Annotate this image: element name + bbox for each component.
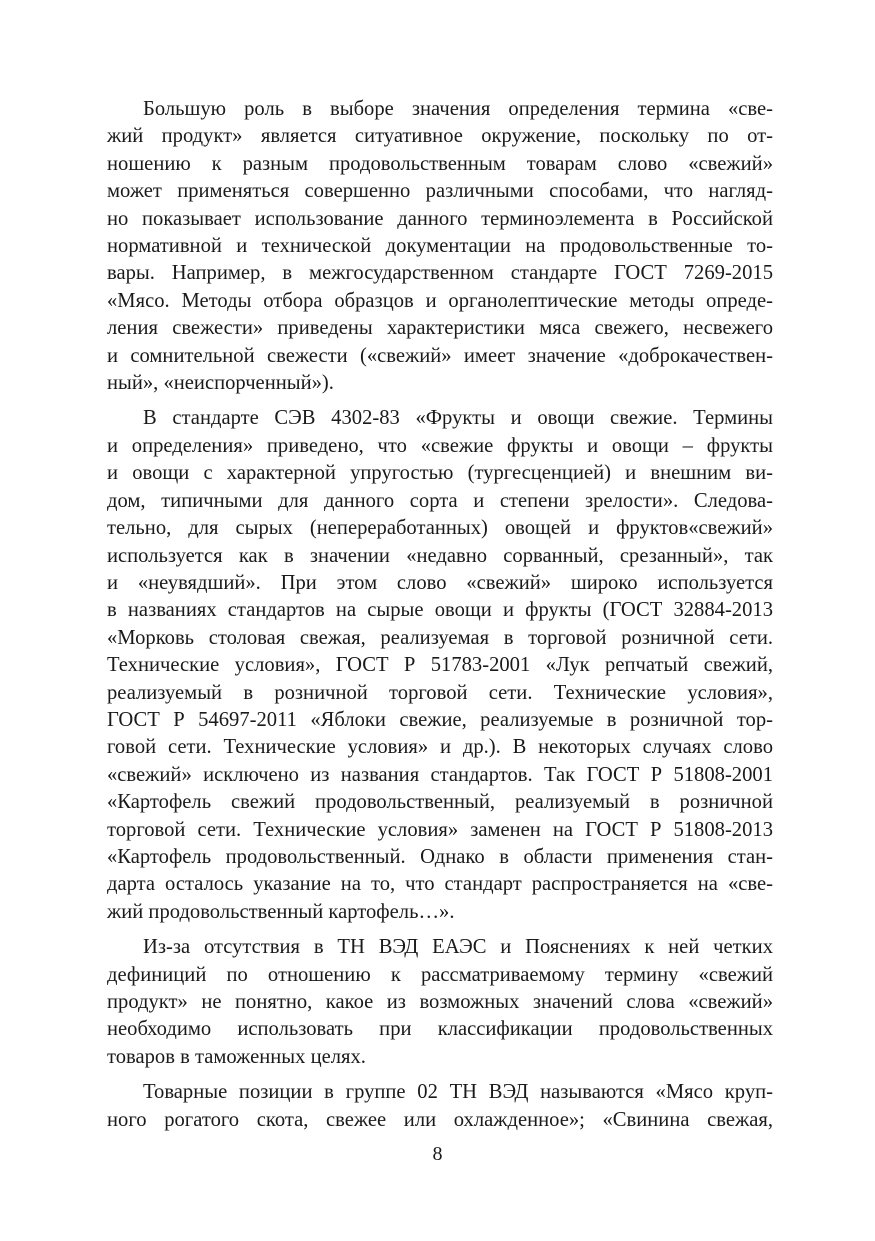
text-line: Товарные позиции в группе 02 ТН ВЭД называются «Мясо круп- (143, 1081, 773, 1104)
paragraph (107, 405, 773, 926)
text-line: Большую роль в выборе значения определения термина «све- (143, 98, 773, 120)
text-line: говой сети. Технические условия» и др.). В некоторых случаях слово (107, 736, 773, 759)
text-line: торговой сети. Технические условия» заменен на ГОСТ Р 51808-2013 (107, 818, 773, 841)
text-line: «Морковь столовая свежая, реализуемая в торговой розничной сети. (107, 626, 773, 649)
text-line: дарта осталось указание на то, что стандарт распространяется на «све- (107, 873, 773, 896)
text-line: «свежий» исключено из названия стандартов. Так ГОСТ Р 51808-2001 (107, 763, 773, 786)
text-line: жий продовольственный картофель…». (107, 900, 455, 923)
text-line: ГОСТ Р 54697-2011 «Яблоки свежие, реализуемые в розничной тор- (107, 708, 773, 731)
text-line: ного рогатого скота, свежее или охлажденное»; «Свинина свежая, (107, 1108, 773, 1131)
text-line: но показывает использование данного терминоэлемента в Российской (107, 207, 773, 230)
text-line: продукт» не понятно, какое из возможных значений слова «свежий» (107, 991, 773, 1013)
text-line: используется как в значении «недавно сорванный, срезанный», так (107, 544, 773, 567)
text-line: необходимо использовать при классификации продовольственных (107, 1018, 773, 1041)
text-line: тельно, для сырых (непереработанных) овощей и фруктов«свежий» (107, 517, 773, 540)
text-line: и овощи с характерной упругостью (тургесценцией) и внешним ви- (107, 462, 773, 485)
text-line: дефиниций по отношению к рассматриваемому термину «свежий (107, 963, 773, 986)
text-line: «Мясо. Методы отбора образцов и органолептические методы опреде- (107, 289, 773, 312)
text-line: ления свежести» приведены характеристики мяса свежего, несвежего (107, 317, 773, 340)
text-line: и «неувядший». При этом слово «свежий» широко используется (107, 571, 773, 594)
text-line: «Картофель продовольственный. Однако в области применения стан- (107, 845, 773, 868)
text-line: нормативной и технической документации на продовольственные то- (107, 235, 773, 258)
text-line: дом, типичными для данного сорта и степени зрелости». Следова- (107, 489, 773, 512)
text-line: вары. Например, в межгосударственном стандарте ГОСТ 7269-2015 (107, 262, 773, 285)
text-line: «Картофель свежий продовольственный, реализуемый в розничной (107, 791, 773, 814)
text-line: ношению к разным продовольственным товарам слово «свежий» (107, 152, 773, 175)
text-line: В стандарте СЭВ 4302-83 «Фрукты и овощи свежие. Термины (143, 407, 773, 430)
text-line: может применяться совершенно различными способами, что нагляд- (107, 180, 773, 203)
page-number: 8 (432, 1143, 443, 1165)
text-line: и сомнительной свежести («свежий» имеет значение «доброкачествен- (107, 344, 773, 367)
body-text (107, 96, 773, 1134)
text-line: Технические условия», ГОСТ Р 51783-2001 «Лук репчатый свежий, (107, 654, 773, 677)
text-line: и определения» приведено, что «свежие фрукты и овощи – фрукты (107, 434, 773, 457)
text-line: реализуемый в розничной торговой сети. Технические условия», (107, 681, 773, 704)
text-line: ный», «неиспорченный»). (107, 372, 334, 395)
paragraph (107, 96, 773, 397)
paragraph (107, 934, 773, 1071)
paragraph (107, 1079, 773, 1134)
text-line: жий продукт» является ситуативное окружение, поскольку по от- (107, 125, 773, 148)
text-line: в названиях стандартов на сырые овощи и фрукты (ГОСТ 32884-2013 (107, 599, 773, 622)
text-line: Из-за отсутствия в ТН ВЭД ЕАЭС и Пояснениях к ней четких (143, 936, 773, 959)
text-line: товаров в таможенных целях. (107, 1045, 366, 1068)
